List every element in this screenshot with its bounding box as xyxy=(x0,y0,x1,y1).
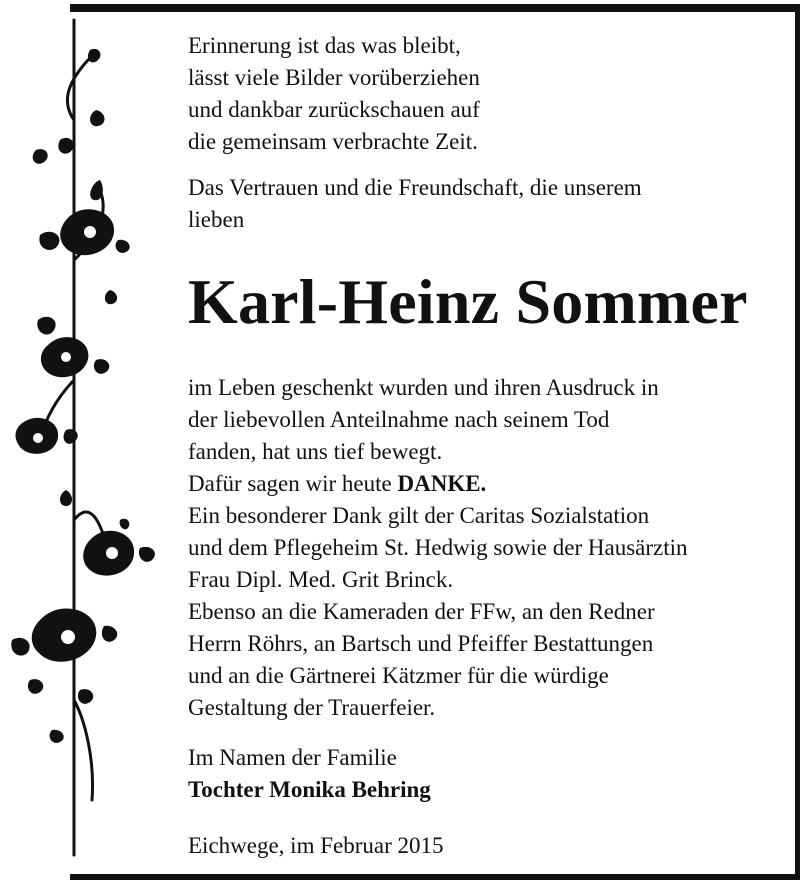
intro-line: lieben xyxy=(188,207,245,232)
frame-right-border xyxy=(795,4,800,880)
body-line: Herrn Röhrs, an Bartsch und Pfeiffer Bestattungen xyxy=(188,631,654,656)
thanks-prefix: Dafür sagen wir heute xyxy=(188,471,398,496)
place-date: Eichwege, im Februar 2015 xyxy=(188,833,444,858)
body-line: im Leben geschenkt wurden und ihren Ausdruck in xyxy=(188,375,659,400)
body-line: und an die Gärtnerei Kätzmer für die würdige xyxy=(188,663,609,688)
body-line: Ebenso an die Kameraden der FFw, an den Redner xyxy=(188,599,655,624)
verse-line: lässt viele Bilder vorüberziehen xyxy=(188,65,480,90)
body-line: Frau Dipl. Med. Grit Brinck. xyxy=(188,567,454,592)
intro-line: Das Vertrauen und die Freundschaft, die unserem xyxy=(188,175,642,200)
on-behalf-line: Im Namen der Familie xyxy=(188,745,397,770)
body-line: Gestaltung der Trauerfeier. xyxy=(188,695,436,720)
body-line: und dem Pflegeheim St. Hedwig sowie der Hausärztin xyxy=(188,535,688,560)
thanks-word: DANKE. xyxy=(397,471,487,496)
body-line: Ein besonderer Dank gilt der Caritas Sozialstation xyxy=(188,503,650,528)
signer-name-text: Tochter Monika Behring xyxy=(188,777,431,802)
notice-content xyxy=(188,30,778,862)
deceased-name: Karl-Heinz Sommer xyxy=(188,266,748,337)
verse-line: die gemeinsam verbrachte Zeit. xyxy=(188,129,478,154)
signer-name xyxy=(188,774,778,806)
verse-line: Erinnerung ist das was bleibt, xyxy=(188,33,461,58)
floral-vine-ornament xyxy=(0,0,190,880)
verse-line: und dankbar zurückschauen auf xyxy=(188,97,480,122)
body-line: der liebevollen Anteilnahme nach seinem Tod xyxy=(188,407,610,432)
body-line: fanden, hat uns tief bewegt. xyxy=(188,439,443,464)
thanks-line xyxy=(188,468,778,500)
